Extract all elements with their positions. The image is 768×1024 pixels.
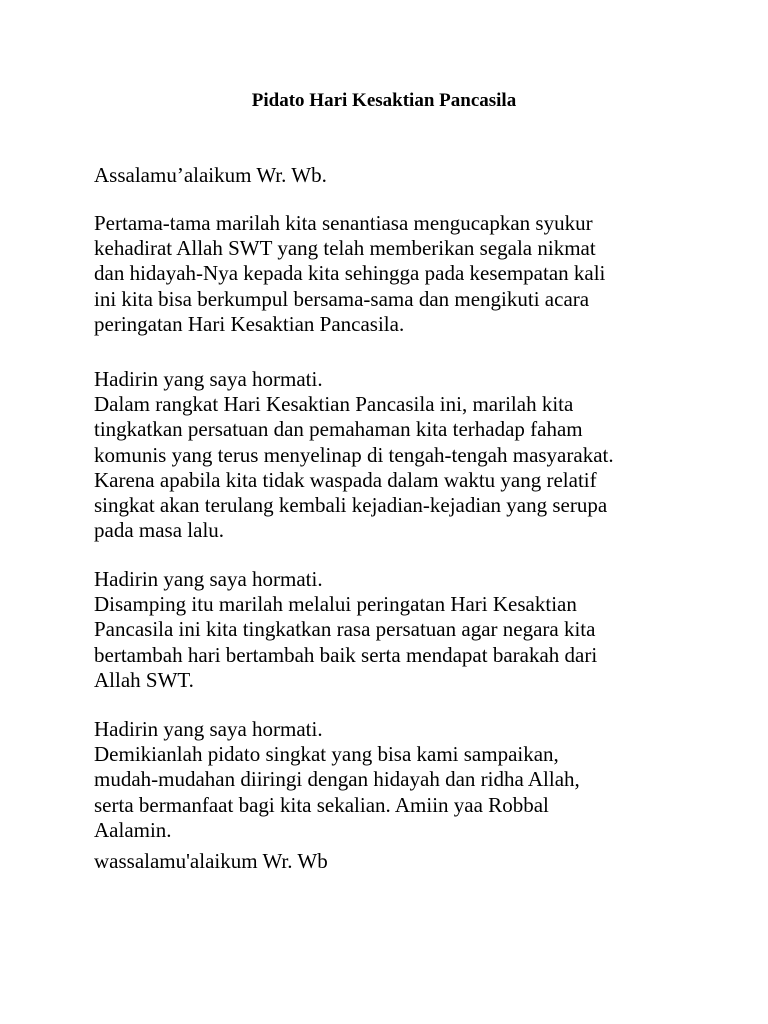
paragraph-line: kehadirat Allah SWT yang telah memberikan segala nikmat — [94, 236, 596, 261]
paragraph-line: komunis yang terus menyelinap di tengah-tengah masyarakat. — [94, 442, 614, 467]
paragraph-conclusion — [94, 717, 694, 843]
paragraph-line: Demikianlah pidato singkat yang bisa kami sampaikan, — [94, 742, 559, 767]
paragraph-line: Hadirin yang saya hormati. — [94, 367, 323, 391]
paragraph-communism-awareness — [94, 367, 694, 543]
paragraph-line: Hadirin yang saya hormati. — [94, 567, 323, 591]
paragraph-line: serta bermanfaat bagi kita sekalian. Amiin yaa Robbal — [94, 792, 549, 817]
paragraph-line: Karena apabila kita tidak waspada dalam waktu yang relatif — [94, 467, 597, 492]
paragraph-opening — [94, 211, 694, 337]
paragraph-line: Hadirin yang saya hormati. — [94, 717, 323, 741]
paragraph-line: Aalamin. — [94, 817, 172, 842]
paragraph-line: peringatan Hari Kesaktian Pancasila. — [94, 311, 405, 336]
paragraph-line: singkat akan terulang kembali kejadian-kejadian yang serupa — [94, 493, 608, 518]
paragraph-line: Pancasila ini kita tingkatkan rasa persatuan agar negara kita — [94, 617, 596, 642]
greeting-text: Assalamu’alaikum Wr. Wb. — [94, 163, 327, 187]
paragraph-line: mudah-mudahan diiringi dengan hidayah dan ridha Allah, — [94, 767, 580, 792]
paragraph-line: Allah SWT. — [94, 667, 194, 692]
paragraph-line: Dalam rangkat Hari Kesaktian Pancasila ini, marilah kita — [94, 392, 574, 417]
document-title: Pidato Hari Kesaktian Pancasila — [251, 90, 517, 111]
paragraph-line: pada masa lalu. — [94, 518, 225, 543]
paragraph-line: Pertama-tama marilah kita senantiasa mengucapkan syukur — [94, 211, 593, 235]
paragraph-line: Disamping itu marilah melalui peringatan Hari Kesaktian — [94, 592, 577, 617]
paragraph-line: tingkatkan persatuan dan pemahaman kita terhadap faham — [94, 417, 583, 442]
paragraph-unity — [94, 567, 694, 693]
paragraph-line: ini kita bisa berkumpul bersama-sama dan mengikuti acara — [94, 286, 590, 311]
paragraph-line: bertambah hari bertambah baik serta mendapat barakah dari — [94, 642, 598, 667]
closing-salutation: wassalamu'alaikum Wr. Wb — [94, 849, 328, 873]
paragraph-line: dan hidayah-Nya kepada kita sehingga pada kesempatan kali — [94, 261, 606, 286]
